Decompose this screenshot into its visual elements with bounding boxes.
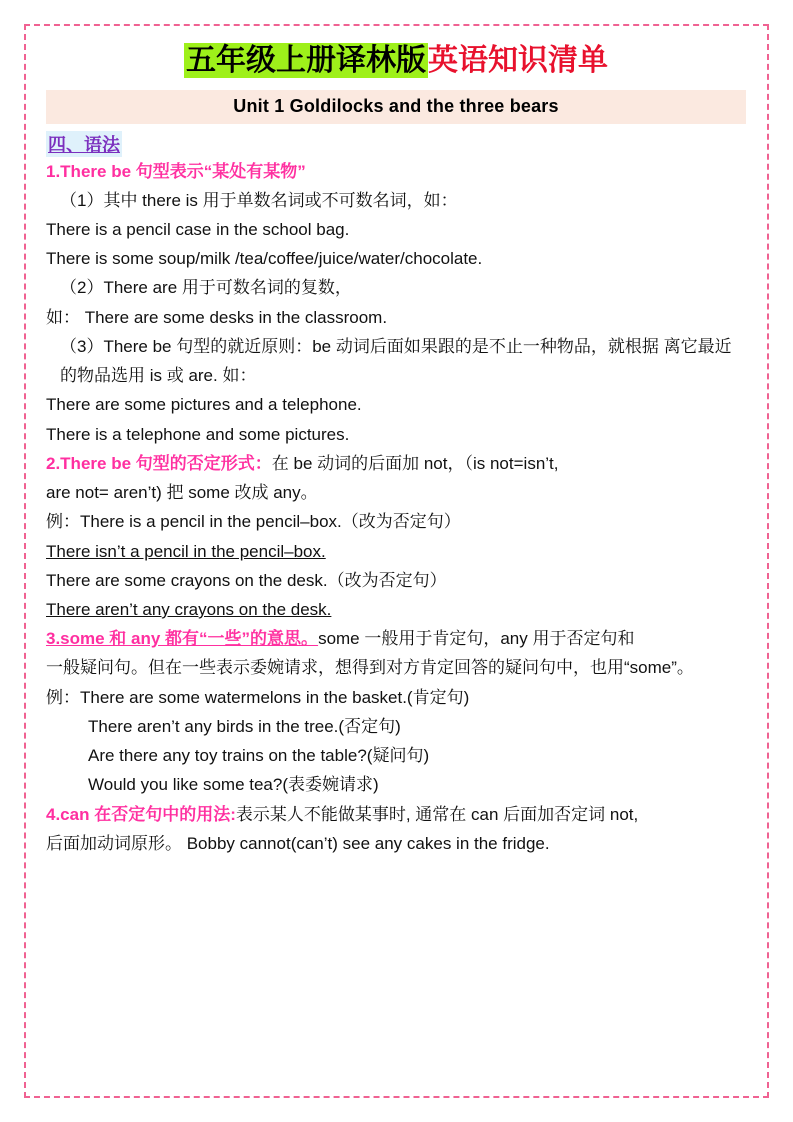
- item-2-line-1: are not= aren’t) 把 some 改成 any。: [46, 483, 318, 503]
- item-2-answer-1: There isn’t a pencil in the pencil–box.: [46, 541, 326, 561]
- title-highlight-part: 五年级上册译林版: [186, 44, 426, 77]
- item-3-line-5: Would you like some tea?(表委婉请求): [88, 775, 379, 795]
- item-1-line-2: There is a pencil case in the school bag.: [46, 219, 350, 239]
- item-heading-2: 2.There be 句型的否定形式：: [46, 453, 272, 473]
- item-2-line-4: There are some crayons on the desk.（改为否定句）: [46, 570, 447, 590]
- item-heading-4: 4.can 在否定句中的用法:: [46, 804, 236, 824]
- item-2-answer-2: There aren’t any crayons on the desk.: [46, 600, 332, 620]
- item-1-line-8: There is a telephone and some pictures.: [46, 424, 350, 444]
- item-2-line-2: 例：There is a pencil in the pencil–box.（改为否定句）: [46, 512, 461, 532]
- unit-banner: Unit 1 Goldilocks and the three bears: [46, 90, 746, 124]
- item-3-line-4: Are there any toy trains on the table?(疑问句): [88, 746, 430, 766]
- item-1-line-3: There is some soup/milk /tea/coffee/juice/water/chocolate.: [46, 249, 483, 269]
- item-heading-1: 1.There be 句型表示“某处有某物”: [46, 161, 306, 181]
- item-heading-4-wrap: [46, 800, 746, 829]
- item-3-line-2: 例：There are some watermelons in the basket.(肯定句): [46, 687, 470, 707]
- section-heading-wrap: [46, 124, 746, 157]
- item-heading-3-tail: some 一般用于肯定句，any 用于否定句和: [318, 629, 635, 649]
- document-title: [46, 42, 746, 80]
- item-1-line-6: （3）There be 句型的就近原则：be 动词后面如果跟的是不止一种物品，就根据 离它最近的物品选用 is 或 are. 如：: [60, 336, 732, 386]
- item-heading-3: 3.some 和 any 都有“一些”的意思。: [46, 629, 319, 649]
- item-heading-3-wrap: [46, 624, 746, 653]
- item-2-line-3-wrap: [46, 537, 746, 566]
- section-heading: 四、语法: [46, 131, 122, 157]
- item-1-line-1: （1）其中 there is 用于单数名词或不可数名词，如：: [60, 190, 458, 210]
- item-heading-2-wrap: [46, 449, 746, 478]
- item-1-line-5: 如： There are some desks in the classroom.: [46, 307, 388, 327]
- item-1-line-7: There are some pictures and a telephone.: [46, 395, 362, 415]
- item-1-line-4: （2）There are 用于可数名词的复数，: [60, 278, 352, 298]
- item-heading-4-tail: 表示某人不能做某事时, 通常在 can 后面加否定词 not,: [235, 804, 639, 824]
- item-3-line-3: There aren’t any birds in the tree.(否定句): [88, 716, 401, 736]
- item-heading-2-tail: 在 be 动词的后面加 not，（is not=isn’t,: [271, 453, 559, 473]
- item-4-line-1: 后面加动词原形。 Bobby cannot(can’t) see any cakes in the fridge.: [46, 833, 550, 853]
- item-2-line-5-wrap: [46, 595, 746, 624]
- title-red-part: 英语知识清单: [428, 44, 608, 77]
- item-3-line-1: 一般疑问句。但在一些表示委婉请求，想得到对方肯定回答的疑问句中，也用“some”。: [46, 658, 694, 678]
- document-content: [46, 42, 746, 858]
